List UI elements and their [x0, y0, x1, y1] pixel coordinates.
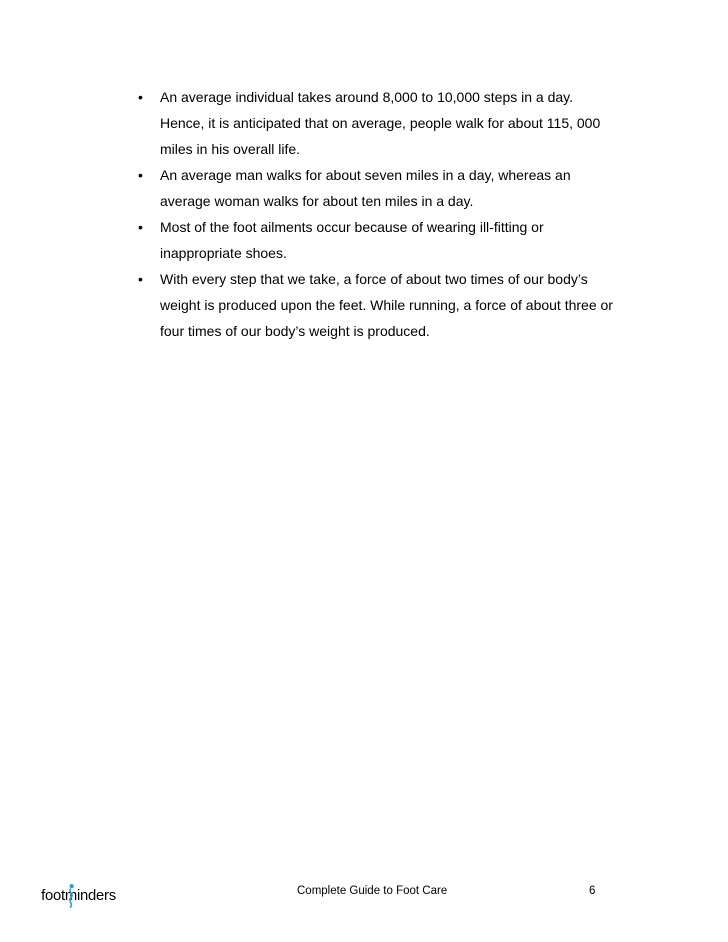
logo-head-icon [70, 884, 74, 888]
bullet-icon: • [138, 89, 143, 105]
fact-line: An average individual takes around 8,000 to 10,000 steps in a day. [160, 89, 574, 105]
fact-line: average woman walks for about ten miles in a day. [160, 193, 474, 209]
fact-line: miles in his overall life. [160, 141, 301, 157]
fact-line: An average man walks for about seven miles in a day, whereas an [160, 167, 571, 183]
fact-item-2 [138, 162, 638, 214]
fact-item-3 [138, 214, 638, 266]
fact-line: weight is produced upon the feet. While running, a force of about three or [160, 297, 613, 313]
fact-line: Most of the foot ailments occur because of wearing ill-fitting or [160, 219, 544, 235]
fact-line: inappropriate shoes. [160, 245, 287, 261]
bullet-icon: • [138, 271, 143, 287]
footer-title: Complete Guide to Foot Care [297, 885, 448, 897]
fact-line: Hence, it is anticipated that on average, people walk for about 115, 000 [160, 115, 601, 131]
bullet-icon: • [138, 167, 143, 183]
bullet-icon: • [138, 219, 143, 235]
page-number: 6 [589, 885, 596, 897]
fact-line: four times of our body’s weight is produced. [160, 323, 430, 339]
fact-line: With every step that we take, a force of about two times of our body’s [160, 271, 588, 287]
page-footer [0, 868, 728, 918]
fact-list [138, 84, 638, 344]
fact-item-4 [138, 266, 638, 344]
logo-wordmark: footminders [41, 888, 116, 905]
footminders-logo [32, 882, 136, 910]
fact-item-1 [138, 84, 638, 162]
